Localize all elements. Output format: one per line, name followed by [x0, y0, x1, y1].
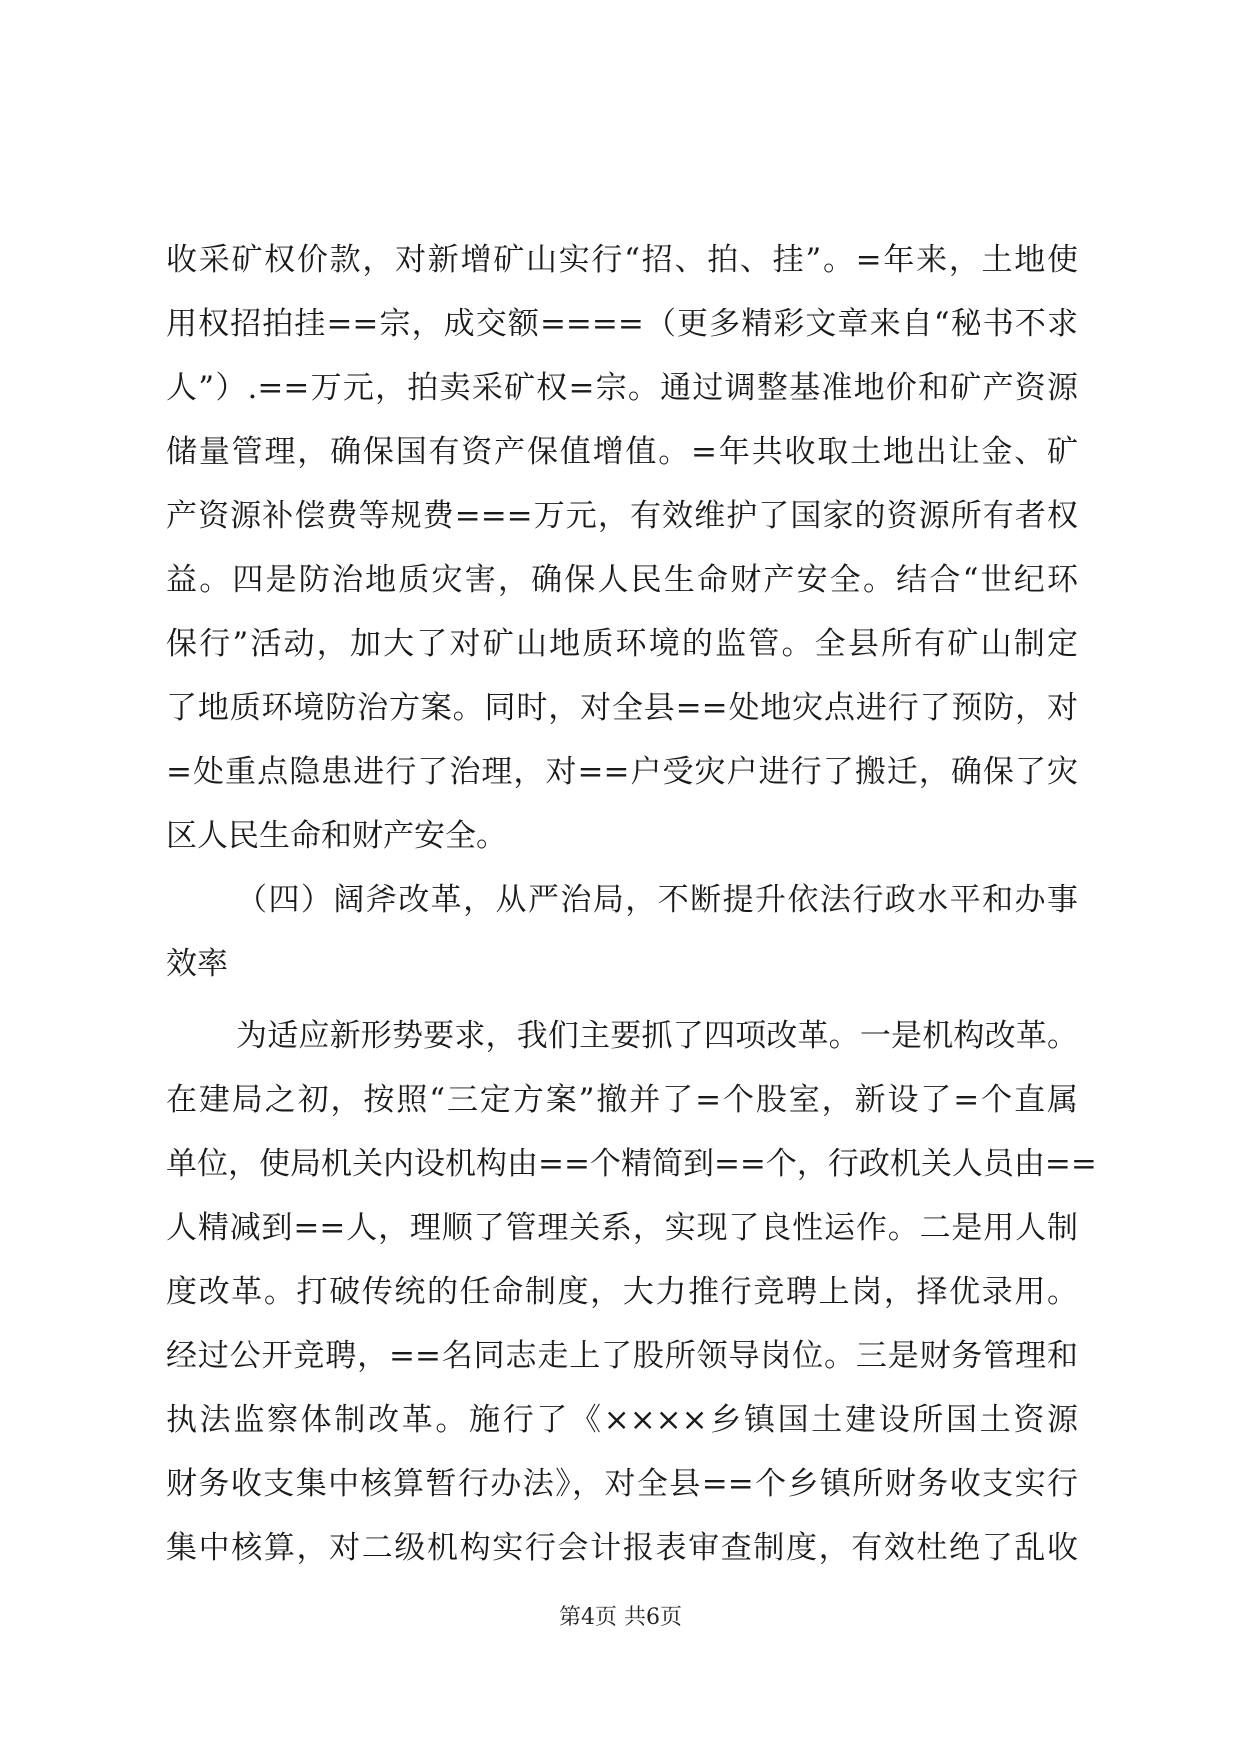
text-line: 储量管理，确保国有资产保值增值。=年共收取土地出让金、矿 [166, 434, 1078, 470]
text-line: 保行”活动，加大了对矿山地质环境的监管。全县所有矿山制定 [166, 626, 1078, 662]
text-line: 执法监察体制改革。施行了《××××乡镇国土建设所国土资源 [166, 1402, 1078, 1438]
text-line: 产资源补偿费等规费===万元，有效维护了国家的资源所有者权 [166, 498, 1078, 534]
text-line: 收采矿权价款，对新增矿山实行“招、拍、挂”。=年来，土地使 [166, 242, 1078, 278]
text-line: 人精减到==人，理顺了管理关系，实现了良性运作。二是用人制 [166, 1210, 1078, 1246]
text-line: =处重点隐患进行了治理，对==户受灾户进行了搬迁，确保了灾 [166, 754, 1078, 790]
text-line: 财务收支集中核算暂行办法》，对全县==个乡镇所财务收支实行 [166, 1466, 1078, 1502]
paragraph-1 [166, 228, 1078, 868]
text-line: 集中核算，对二级机构实行会计报表审查制度，有效杜绝了乱收 [166, 1530, 1078, 1566]
text-line: 单位，使局机关内设机构由==个精简到==个，行政机关人员由== [166, 1146, 1097, 1182]
text-line: 益。四是防治地质灾害，确保人民生命财产安全。结合“世纪环 [166, 562, 1078, 598]
text-line: 区人民生命和财产安全。 [166, 818, 507, 854]
heading-line: （四）阔斧改革，从严治局，不断提升依法行政水平和办事 [236, 882, 1078, 918]
body-text [166, 228, 1097, 1580]
text-line: 了地质环境防治方案。同时，对全县==处地灾点进行了预防，对 [166, 690, 1078, 726]
heading-line: 效率 [166, 946, 228, 982]
text-line: 用权招拍挂==宗，成交额====（更多精彩文章来自“秘书不求 [166, 306, 1078, 342]
text-line: 经过公开竞聘，==名同志走上了股所领导岗位。三是财务管理和 [166, 1338, 1078, 1374]
text-line: 为适应新形势要求，我们主要抓了四项改革。一是机构改革。 [236, 1018, 1078, 1054]
text-line: 人”）.==万元，拍卖采矿权=宗。通过调整基准地价和矿产资源 [166, 370, 1078, 406]
page-footer: 第4页 共6页 [559, 1605, 682, 1630]
section-heading [166, 868, 1078, 996]
text-line: 在建局之初，按照“三定方案”撤并了=个股室，新设了=个直属 [166, 1082, 1078, 1118]
text-line: 度改革。打破传统的任命制度，大力推行竞聘上岗，择优录用。 [166, 1274, 1078, 1310]
paragraph-2 [166, 1004, 1097, 1580]
